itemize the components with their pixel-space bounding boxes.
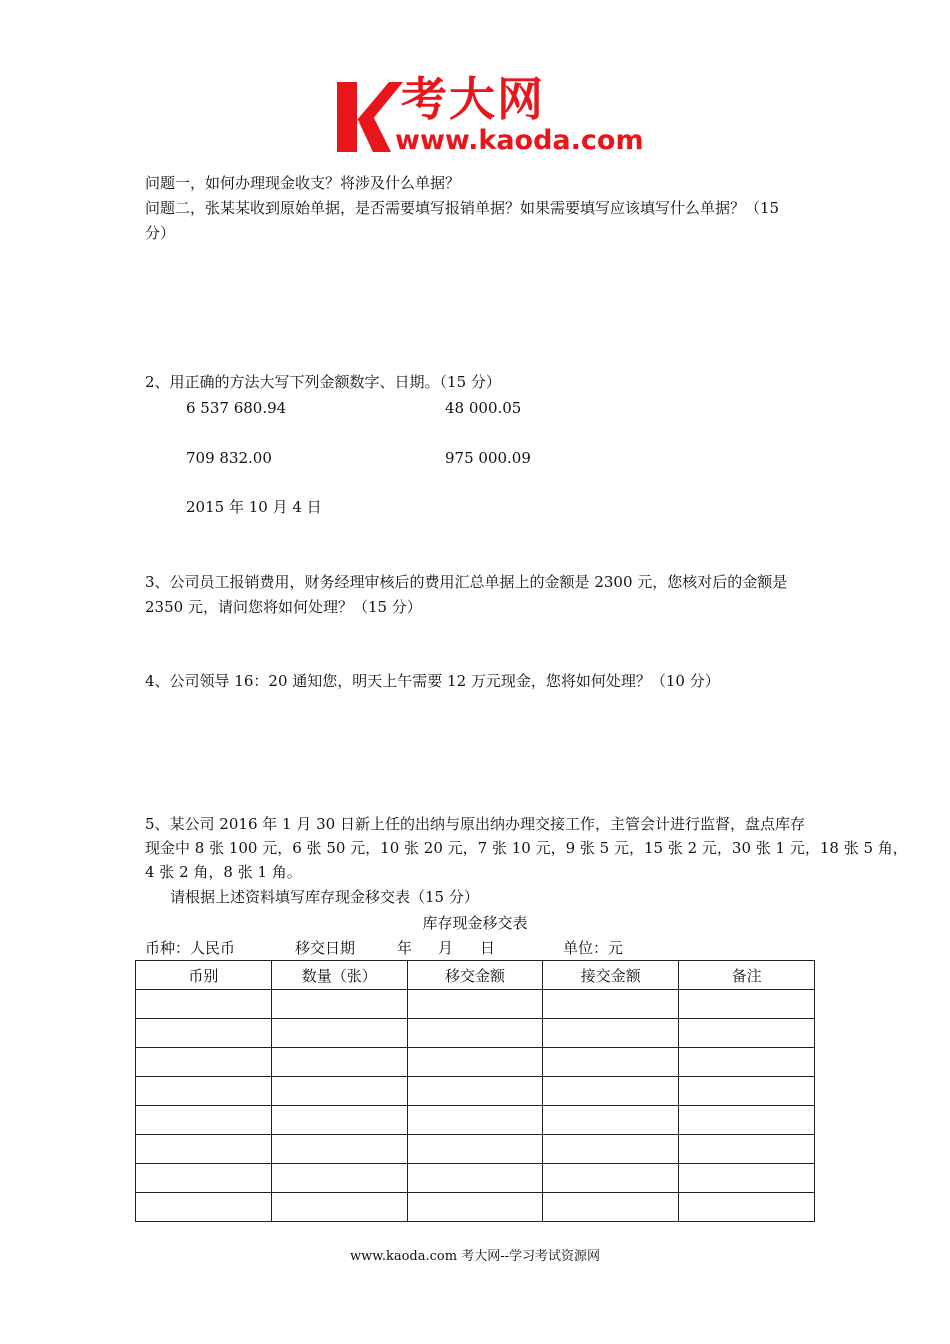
question-5-line-3: 4 张 2 角，8 张 1 角。: [145, 863, 302, 881]
table-cell[interactable]: [679, 1019, 815, 1048]
table-cell[interactable]: [407, 1048, 543, 1077]
table-cell[interactable]: [543, 990, 679, 1019]
year-label: 年: [397, 939, 413, 957]
question-3-line-1: 3、公司员工报销费用，财务经理审核后的费用汇总单据上的金额是 2300 元，您核对后的金额是: [145, 573, 788, 591]
table-cell[interactable]: [136, 1135, 272, 1164]
table-cell[interactable]: [407, 1193, 543, 1222]
table-cell[interactable]: [407, 1135, 543, 1164]
table-cell[interactable]: [679, 1106, 815, 1135]
table-row: [136, 990, 815, 1019]
table-cell[interactable]: [543, 1164, 679, 1193]
table-title: 库存现金移交表: [422, 914, 528, 932]
table-cell[interactable]: [679, 990, 815, 1019]
table-cell[interactable]: [271, 1048, 407, 1077]
table-cell[interactable]: [543, 1106, 679, 1135]
table-cell[interactable]: [407, 1019, 543, 1048]
table-cell[interactable]: [543, 1193, 679, 1222]
table-cell[interactable]: [543, 1048, 679, 1077]
table-cell[interactable]: [136, 1077, 272, 1106]
table-cell[interactable]: [679, 1048, 815, 1077]
amount-item: 48 000.05: [445, 399, 522, 417]
footer: www.kaoda.com 考大网--学习考试资源网: [350, 1249, 600, 1264]
table-cell[interactable]: [407, 1164, 543, 1193]
table-cell[interactable]: [271, 1019, 407, 1048]
table-cell[interactable]: [543, 1135, 679, 1164]
table-cell[interactable]: [679, 1077, 815, 1106]
question-1-part-2-line-1: 问题二，张某某收到原始单据，是否需要填写报销单据？如果需要填写应该填写什么单据？（15: [145, 199, 780, 217]
header-remarks: 备注: [679, 961, 815, 990]
table-cell[interactable]: [271, 1106, 407, 1135]
k-logo-icon: [333, 80, 403, 154]
table-header-row: [136, 961, 815, 990]
currency-label: 币种：人民币: [145, 939, 236, 957]
unit-label: 单位：元: [563, 939, 624, 957]
header-currency-type: 币别: [136, 961, 272, 990]
amount-item: 709 832.00: [186, 449, 272, 467]
question-4: 4、公司领导 16：20 通知您，明天上午需要 12 万元现金，您将如何处理？（10 分）: [145, 672, 720, 690]
table-cell[interactable]: [407, 990, 543, 1019]
table-cell[interactable]: [543, 1019, 679, 1048]
amount-item: 975 000.09: [445, 449, 531, 467]
table-cell[interactable]: [136, 990, 272, 1019]
logo-url: www.kaoda.com: [395, 125, 644, 156]
table-cell[interactable]: [136, 1106, 272, 1135]
table-row: [136, 1106, 815, 1135]
question-2-title: 2、用正确的方法大写下列金额数字、日期。（15 分）: [145, 373, 501, 391]
question-1-part-2-line-2: 分）: [145, 224, 176, 242]
question-1-part-1: 问题一，如何办理现金收支？将涉及什么单据？: [145, 174, 461, 192]
question-5-line-2: 现金中 8 张 100 元，6 张 50 元，10 张 20 元，7 张 10 元，9 张 5 元，15 张 2 元，30 张 1 元，18 张 5 角，: [145, 839, 908, 857]
amount-item: 6 537 680.94: [186, 399, 287, 417]
header-transfer-amount: 移交金额: [407, 961, 543, 990]
logo-name: 考大网: [401, 72, 545, 126]
table-cell[interactable]: [136, 1048, 272, 1077]
question-5-line-1: 5、某公司 2016 年 1 月 30 日新上任的出纳与原出纳办理交接工作，主管会计进行监督，盘点库存: [145, 815, 805, 833]
table-cell[interactable]: [271, 1164, 407, 1193]
table-row: [136, 1193, 815, 1222]
table-row: [136, 1135, 815, 1164]
table-cell[interactable]: [679, 1193, 815, 1222]
month-label: 月: [438, 939, 454, 957]
table-cell[interactable]: [271, 1193, 407, 1222]
table-cell[interactable]: [679, 1135, 815, 1164]
question-3-line-2: 2350 元，请问您将如何处理？（15 分）: [145, 598, 422, 616]
transfer-date-label: 移交日期: [295, 939, 356, 957]
table-cell[interactable]: [407, 1077, 543, 1106]
table-cell[interactable]: [407, 1106, 543, 1135]
question-5-instruction: 请根据上述资料填写库存现金移交表（15 分）: [170, 888, 479, 906]
table-cell[interactable]: [136, 1164, 272, 1193]
table-row: [136, 1077, 815, 1106]
day-label: 日: [480, 939, 496, 957]
table-cell[interactable]: [136, 1019, 272, 1048]
header-quantity: 数量（张）: [271, 961, 407, 990]
table-cell[interactable]: [136, 1193, 272, 1222]
table-row: [136, 1048, 815, 1077]
header-receive-amount: 接交金额: [543, 961, 679, 990]
table-row: [136, 1019, 815, 1048]
table-cell[interactable]: [271, 990, 407, 1019]
table-body: [136, 990, 815, 1222]
table-cell[interactable]: [271, 1135, 407, 1164]
table-row: [136, 1164, 815, 1193]
kaoda-logo: [333, 72, 653, 160]
table-cell[interactable]: [271, 1077, 407, 1106]
date-item: 2015 年 10 月 4 日: [186, 498, 322, 516]
table-cell[interactable]: [543, 1077, 679, 1106]
cash-transfer-table: [135, 960, 815, 1222]
table-cell[interactable]: [679, 1164, 815, 1193]
